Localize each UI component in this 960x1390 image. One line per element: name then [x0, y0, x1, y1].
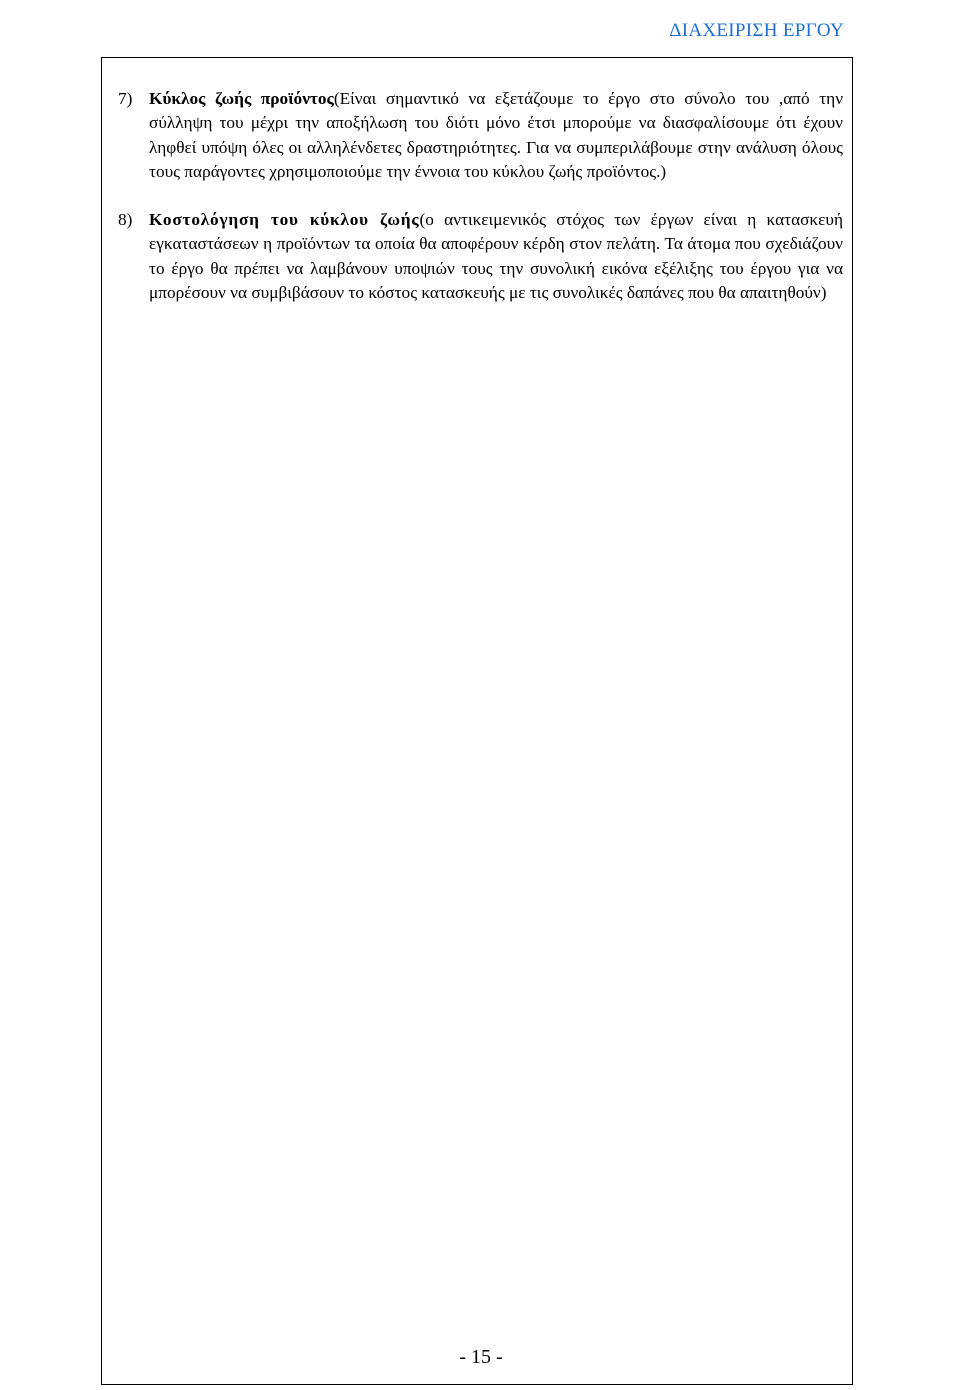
page-number-footer — [0, 1346, 960, 1369]
list-item-number: 7) — [118, 89, 133, 108]
list-item-body — [149, 208, 843, 305]
page-number: - 15 - — [459, 1346, 503, 1368]
list-item-lifecycle-costing — [118, 208, 843, 305]
list-item-title: Κοστολόγηση του κύκλου ζωής — [149, 210, 420, 229]
list-item-product-lifecycle — [118, 87, 843, 184]
list-item-title: Κύκλος ζωής προϊόντος — [149, 89, 334, 108]
list-item-text: (Είναι σημαντικό να εξετάζουμε το έργο στο σύνολο του ,από την σύλληψη του μέχρι την αποξήλωση του διότι μόνο έτσι μπορούμε να διασφαλίσουμε ότι έχουν ληφθεί υπόψη όλες οι αλληλένδετες δραστηριότητες. Για να συμπεριλάβουμε στην ανάλυση όλους τους παράγοντες χρησιμοποιούμε την έννοια του κύκλου ζωής προϊόντος.) — [149, 89, 844, 181]
document-header-title: ΔΙΑΧΕΙΡΙΣΗ ΕΡΓΟΥ — [669, 20, 844, 41]
list-item-number: 8) — [118, 210, 133, 229]
list-item-body — [149, 87, 843, 184]
list-item-text: (ο αντικειμενικός στόχος των έργων είναι η κατασκευή εγκαταστάσεων η προϊόντων τα οποία θα αποφέρουν κέρδη στον πελάτη. Τα άτομα που σχεδιάζουν το έργο θα πρέπει να λαμβάνουν υποψιών τους την συνολική εικόνα εξέλιξης του έργου για να μπορέσουν να συμβιβάσουν το κόστος κατασκευής με τις συνολικές δαπάνες που θα απαιτηθούν) — [149, 210, 843, 302]
